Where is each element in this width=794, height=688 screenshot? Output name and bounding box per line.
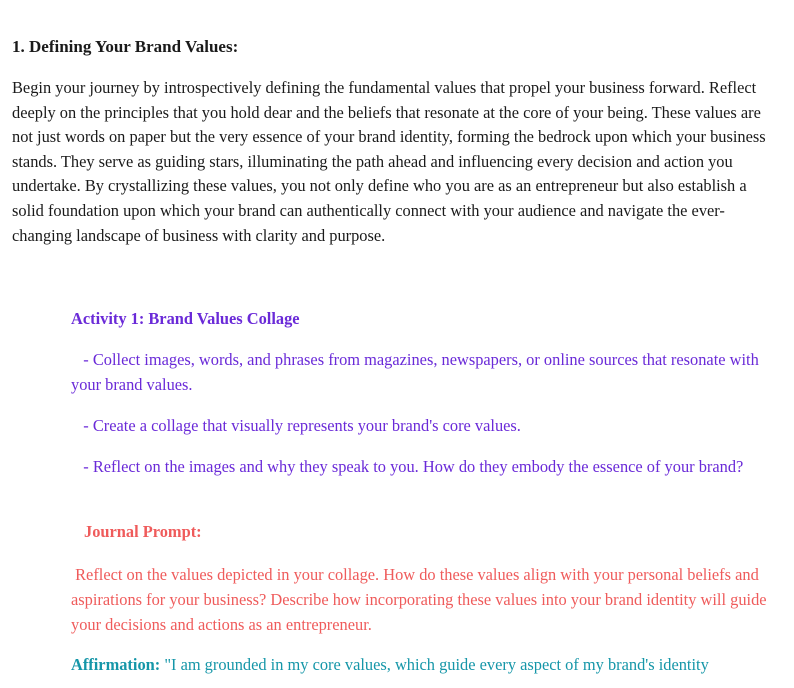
intro-paragraph: Begin your journey by introspectively defining the fundamental values that propel your business forward. Reflect deeply on the principles that you hold dear and the beliefs that resonate at the core of your being. These values are not just words on paper but the very essence of your brand identity, forming the bedrock upon which your business stands. They serve as guiding stars, illuminating the path ahead and influencing every decision and action you undertake. By crystallizing these values, you not only define who you are as an entrepreneur but also establish a solid foundation upon which your brand can authentically connect with your audience and navigate the ever-changing landscape of business with clarity and purpose. [12, 78, 766, 245]
activity-item-collect [71, 347, 771, 397]
section-heading: 1. Defining Your Brand Values: [12, 37, 239, 56]
activity-item-text: - Create a collage that visually represents your brand's core values. [71, 416, 521, 435]
journal-prompt-title: Journal Prompt: [84, 522, 202, 541]
activity-item-text: - Collect images, words, and phrases from magazines, newspapers, or online sources that resonate with your brand values. [71, 350, 763, 394]
affirmation-label: Affirmation: [71, 655, 161, 674]
affirmation-text: "I am grounded in my core values, which guide every aspect of my brand's identity [160, 655, 709, 674]
activity-title: Activity 1: Brand Values Collage [71, 309, 300, 328]
journal-prompt-text: Reflect on the values depicted in your collage. How do these values align with your personal beliefs and aspirations for your business? Describe how incorporating these values into your brand identity will guide your decisions and actions as an entrepreneur. [71, 565, 771, 634]
activity-item-create [71, 413, 771, 438]
activity-item-reflect [71, 454, 771, 479]
affirmation [71, 653, 794, 677]
activity-item-text: - Reflect on the images and why they speak to you. How do they embody the essence of your brand? [71, 457, 744, 476]
